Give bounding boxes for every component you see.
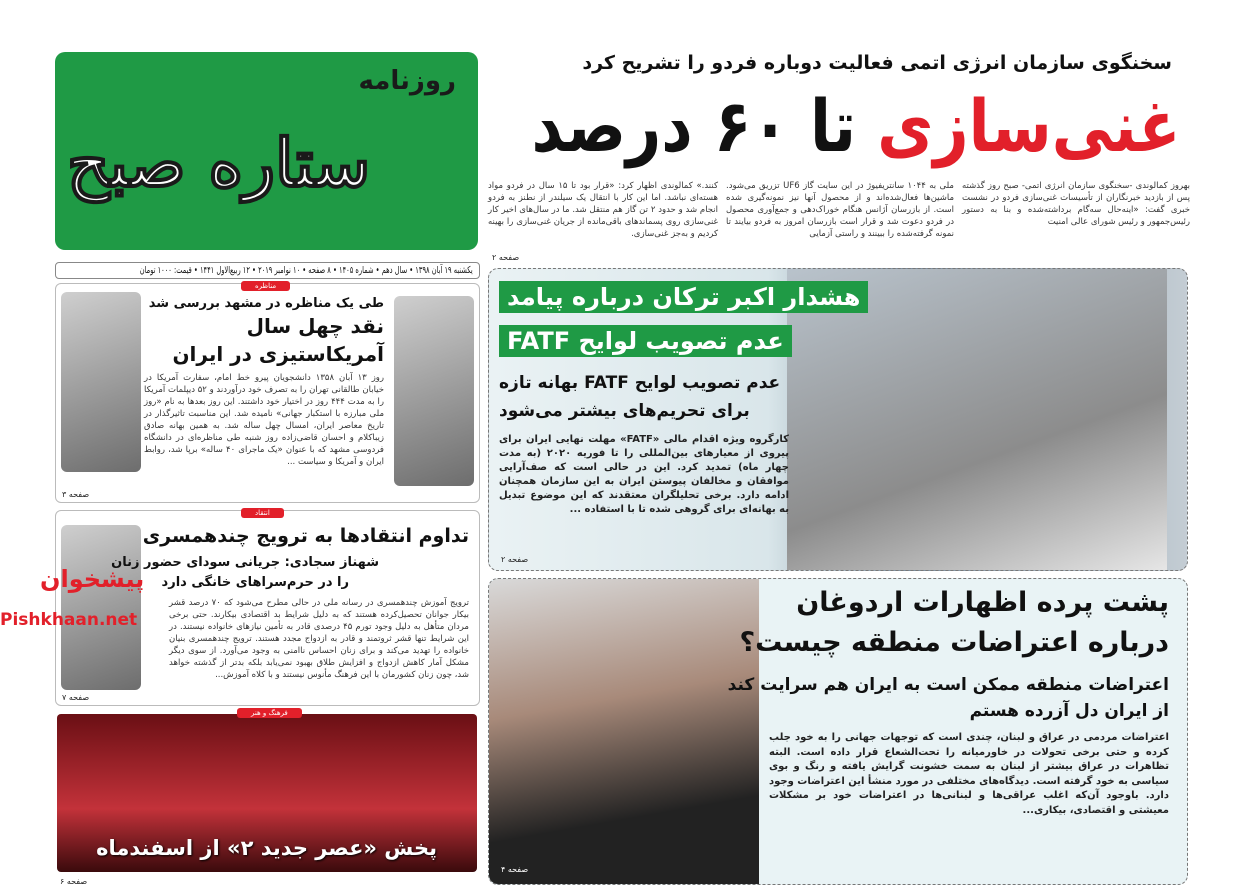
date-bar: [55, 262, 480, 279]
article-title: پشت پرده اظهارات اردوغان: [796, 587, 1169, 618]
page-ref: صفحه ۲: [492, 253, 520, 262]
article-title-2: درباره اعتراضات منطقه چیست؟: [739, 627, 1169, 658]
masthead: [55, 52, 478, 250]
article-polygamy: [55, 510, 480, 706]
photo-erdogan: [489, 579, 759, 884]
section-tag: انتقاد: [241, 508, 284, 518]
main-headline: [531, 84, 1180, 168]
headline-black: تا ۶۰ درصد: [531, 84, 856, 168]
article-torkan: [488, 268, 1188, 571]
article-sub: عدم تصویب لوایح FATF بهانه تازه: [499, 373, 781, 393]
article-debate: [55, 283, 480, 503]
article-title: نقد چهل سال: [246, 314, 384, 338]
green-headline: هشدار اکبر ترکان درباره پیامد: [499, 281, 868, 313]
article-culture: [57, 709, 477, 872]
article-body: کارگروه ویژه اقدام مالی «FATF» مهلت نهایی ایران برای پیروی از معیارهای بین‌المللی را تا فوریه ۲۰۲۰ (به مدت چهار ماه) تمدید کرد. این در حالی است که صف‌آرایی موافقان و مخالفان پیوستن ایران به این سازمان همچنان ادامه دارد. برخی تحلیلگران معتقدند که این موضوع تبدیل به بهانه‌ای برای گروهی شده تا با استفاده ...: [499, 434, 789, 515]
photo-torkan: [787, 269, 1167, 570]
lead-column-3: کنند.» کمالوندی اظهار کرد: «قرار بود تا ۱۵ سال در فردو مواد هسته‌ای نباشد. اما این کار با انتقال یک سیلندر از نطنز به فردو انجام شد و حدود ۲ تن گاز هم منتقل شد. ما در سال‌های اخیر کار غنی‌سازی روی پسماندهای باقی‌مانده از جریان غنی‌سازی را بهینه کردیم و به‌جز غنی‌سازی.: [488, 181, 719, 239]
photo-sajjadi: [61, 525, 141, 690]
page-ref: صفحه ۶: [60, 877, 88, 886]
newspaper-logo: ستاره صبح: [67, 124, 371, 202]
article-title: تداوم انتقادها به ترویج چندهمسری: [142, 525, 469, 547]
article-title-2: آمریکاستیزی در ایران: [172, 342, 384, 366]
article-title: پخش «عصر جدید ۲» از اسفندماه: [96, 836, 437, 860]
date-bar-text: یکشنبه ۱۹ آبان ۱۳۹۸ • سال دهم • شماره ۱۴۰۵ • ۸ صفحه • ۱۰ نوامبر ۲۰۱۹ • ۱۲ ربیع‌الاول ۱۴۴۱ • قیمت: ۱۰۰۰ تومان: [139, 265, 473, 276]
watermark-en: Pishkhaan.net: [0, 610, 138, 630]
page-ref: صفحه ۴: [501, 865, 529, 874]
article-kicker: طی یک مناظره در مشهد بررسی شد: [148, 296, 384, 311]
section-tag: فرهنگ و هنر: [237, 708, 302, 718]
page-ref: صفحه ۳: [62, 490, 90, 499]
article-sub-2: را در حرم‌سراهای خانگی دارد: [161, 575, 349, 590]
headline-kicker: سخنگوی سازمان انرژی اتمی فعالیت دوباره فردو را تشریح کرد: [582, 52, 1172, 74]
photo-zibakalam: [61, 292, 141, 472]
headline-red: غنی‌سازی: [876, 84, 1180, 168]
green-headline-2: عدم تصویب لوایح FATF: [499, 325, 792, 357]
article-sub: اعتراضات منطقه ممکن است به ایران هم سرایت کند: [727, 675, 1169, 695]
page-ref: صفحه ۷: [62, 693, 90, 702]
article-sub: شهناز سجادی: جریانی سودای حضور زنان: [111, 555, 379, 570]
article-sub-2: برای تحریم‌های بیشتر می‌شود: [499, 401, 750, 421]
watermark-fa: پیشخوان: [40, 565, 145, 593]
photo-ghazizadeh: [394, 296, 474, 486]
lead-column-1: بهروز کمالوندی -سخنگوی سازمان انرژی اتمی- صبح روز گذشته پس از بازدید خبرنگاران از تأسیسات غنی‌سازی فردو در نشست خبری گفت: «اینه‌حال سه‌گام برداشته‌شده و بنا به دستور رئیس‌جمهور و رئیس شورای عالی امنیت: [962, 181, 1190, 227]
newspaper-subtitle: روزنامه: [358, 66, 456, 96]
article-body: ترویج آموزش چندهمسری در رسانه ملی در حالی مطرح می‌شود که ۷۰ درصد قشر بیکار جوانان تحصیل‌کرده هستند که به دلیل شرایط بد اقتصادی بیکارند. حتی برخی مردان متأهل به دلیل وجود تورم ۴۵ درصدی قادر به تأمین نیازهای خانواده نیستند. در این شرایط تنها قشر ثروتمند و قادر به ازدواج مجدد هستند. ترویج چندهمسری بنیان خانواده را تهدید می‌کند و برای زنان احساس ناامنی به وجود می‌آورد. از سوی دیگر مشکل آمار کاهش ازدواج و افزایش طلاق بهبود نمی‌یابد بلکه بدتر از گذشته خواهد شد، چون زنان کشورمان با این فرهنگ مأنوس نیستند و با کلاه آموزش...: [169, 598, 470, 680]
article-body: اعتراضات مردمی در عراق و لبنان، چندی است که توجهات جهانی را به خود جلب کرده و حتی برخی تحولات در خاورمیانه را تحت‌الشعاع قرار داده است. البته تظاهرات در عراق بیشتر از لبنان به سمت خشونت گرایش یافته و رنگ و بوی سیاسی به خود گرفته است. دیدگاه‌های مختلفی در مورد منشأ این اعتراضات وجود دارد. باوجود آن‌که اغلب عراقی‌ها و لبنانی‌ها در اعتراضات خود بر مشکلات معیشتی و اقتصادی، بیکاری...: [769, 732, 1169, 816]
article-body: روز ۱۳ آبان ۱۳۵۸ دانشجویان پیرو خط امام، سفارت آمریکا در خیابان طالقانی تهران را به تصرف خود درآوردند و ۵۲ دیپلمات آمریکا را به مدت ۴۴۴ روز در اختیار خود داشتند. این روز بعدها به نام «روز ملی مبارزه با استکبار جهانی» نامیده شد. این مناسبت تاثیرگذار در تاریخ معاصر ایران، امسال چهل ساله شد. به همین بهانه صادق زیباکلام و احسان قاضی‌زاده روز شنبه طی مناظره‌ای در دانشگاه فردوسی مشهد که با عنوان «یک ماجرای ۴۰ ساله» برپا شد، روابط ایران و آمریکا و سیاست ...: [144, 373, 385, 467]
lead-column-2: ملی به ۱۰۴۴ سانتریفیوژ در این سایت گاز UF6 تزریق می‌شود. ماشین‌ها فعال‌شده‌اند و از محصول آنها نیز نمونه‌گیری شده است. از بازرسان آژانس هنگام خوراک‌دهی و جمع‌آوری محصول در فردو دعوت شد و قرار است بازرسان امروز به فردو بیایند تا نمونه گرفته‌شده را ببینند و راستی آزمایی: [726, 181, 954, 239]
section-tag: مناظره: [241, 281, 290, 291]
article-erdogan: [488, 578, 1188, 885]
page-ref: صفحه ۲: [501, 555, 529, 564]
article-sub-2: از ایران دل آزرده هستم: [969, 701, 1169, 721]
